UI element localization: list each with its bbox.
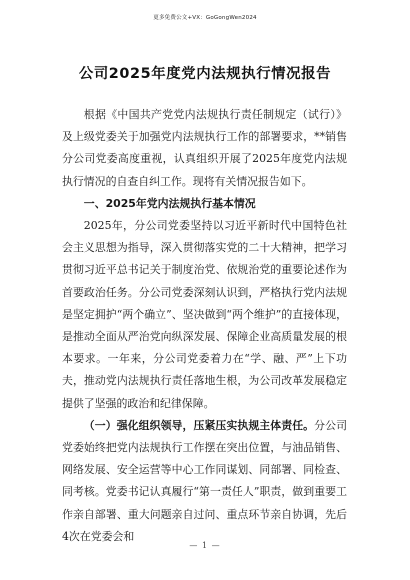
body-paragraph: 2025年，分公司党委坚持以习近平新时代中国特色社会主义思想为指导，深入贯彻落实党的二十大精神，把学习贯彻习近平总书记关于制度治党、依规治党的重要论述作为首要政治任务。分公司党委深刻认识到，严格执行党内法规是坚定拥护“两个确立”、坚决做到“两个维护”的直接体现，是推动全面从严治党向纵深发展、保障企业高质量发展的根本要求。一年来，分公司党委着力在“学、融、严”上下功夫，推动党内法规执行责任落地生根，为公司改革发展稳定提供了坚强的政治和纪律保障。	[62, 219, 347, 410]
document-body	[62, 104, 347, 548]
watermark-text: 更多免费公文+VX：GoGongWen2024	[153, 15, 257, 21]
intro-paragraph: 根据《中国共产党党内法规执行责任制规定（试行）》及上级党委关于加强党内法规执行工作的部署要求，**销售分公司党委高度重视，认真组织开展了2025年度党内法规执行情况的自查自纠工作。现将有关情况报告如下。	[62, 108, 347, 188]
subsection-paragraph	[62, 415, 347, 548]
page-number: — 1 —	[189, 541, 221, 550]
subsection-text: 分公司党委始终把党内法规执行工作摆在突出位置，与油品销售、网络发展、安全运营等中心工作同谋划、同部署、同检查、同考核。党委书记认真履行“第一责任人”职责，做到重要工作亲自部署、重大问题亲自过问、重点环节亲自协调，先后4次在党委会和	[62, 418, 347, 543]
subsection-heading: （一）强化组织领导，压紧压实执规主体责任。	[83, 418, 315, 432]
document-title: 公司2025年度党内法规执行情况报告	[78, 66, 332, 82]
section-heading: 一、2025年党内法规执行基本情况	[83, 196, 256, 210]
